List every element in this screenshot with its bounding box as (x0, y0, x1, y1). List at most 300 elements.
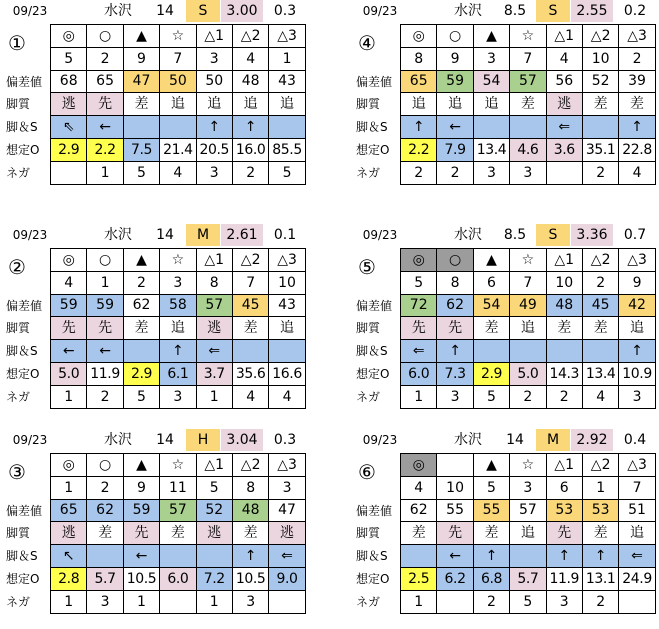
position-arrow-cell: ⇐ (196, 340, 232, 363)
running-style-cell: 追 (269, 93, 305, 116)
race-grade: M (536, 429, 570, 451)
row-hensa (401, 70, 656, 93)
horse-number-cell: 9 (437, 47, 473, 70)
race-rating: 2.92 (571, 429, 613, 451)
panel-4 (352, 0, 656, 181)
position-arrow-cell: ← (123, 545, 159, 568)
nega-cell: 1 (51, 385, 87, 408)
horse-number-cell: 5 (51, 47, 87, 70)
race-grade: M (186, 224, 220, 246)
hensa-cell: 62 (123, 294, 159, 317)
nega-cell: 4 (160, 161, 196, 184)
race-grade: S (536, 224, 570, 246)
position-arrow-cell (401, 545, 437, 568)
hensa-cell: 52 (196, 499, 232, 522)
position-arrow-cell (510, 340, 546, 363)
horse-number-cell: 7 (160, 47, 196, 70)
horse-number-cell: 11 (160, 476, 196, 499)
race-date: 09/23 (12, 228, 48, 242)
horse-number-cell: 3 (473, 47, 509, 70)
mark-cell: △3 (619, 454, 655, 477)
label-odds: 想定O (356, 142, 390, 157)
running-style-cell: 差 (160, 522, 196, 545)
hensa-cell: 59 (437, 70, 473, 93)
label-nega: ネガ (6, 165, 31, 180)
panel-number: ⑤ (358, 255, 376, 279)
row-arrow (51, 340, 306, 363)
nega-cell (437, 590, 473, 613)
running-style-cell: 追 (160, 317, 196, 340)
position-arrow-cell (196, 545, 232, 568)
row-odds (51, 362, 306, 385)
odds-cell: 3.6 (546, 138, 582, 161)
horse-number-cell: 1 (51, 476, 87, 499)
hensa-cell: 68 (51, 70, 87, 93)
odds-cell: 35.1 (582, 138, 618, 161)
nega-cell: 3 (437, 385, 473, 408)
odds-cell: 3.7 (196, 362, 232, 385)
row-labels (6, 249, 48, 409)
position-arrow-cell (510, 116, 546, 139)
mark-cell: △2 (582, 249, 618, 272)
label-spacer (6, 25, 48, 48)
horse-number-cell: 10 (546, 271, 582, 294)
nega-cell (51, 161, 87, 184)
row-hensa (51, 294, 306, 317)
label-nega: ネガ (6, 389, 31, 404)
panel-number: ② (8, 255, 26, 279)
row-marks (51, 454, 306, 477)
label-nega: ネガ (356, 594, 381, 609)
label-hensa: 偏差値 (356, 298, 393, 313)
position-arrow-cell (87, 545, 123, 568)
position-arrow-cell: ⇐ (619, 545, 655, 568)
running-style-cell: 追 (473, 93, 509, 116)
mark-cell: △2 (232, 25, 268, 48)
mark-cell: ▲ (473, 454, 509, 477)
row-odds (401, 567, 656, 590)
horse-number-cell: 7 (510, 271, 546, 294)
mark-cell: ☆ (160, 454, 196, 477)
row-nega (51, 161, 306, 184)
running-style-cell: 先 (546, 522, 582, 545)
race-date: 09/23 (12, 4, 48, 18)
nega-cell: 1 (123, 590, 159, 613)
race-extra-value: 0.1 (273, 227, 297, 243)
horse-number-cell: 8 (232, 476, 268, 499)
row-odds (401, 138, 656, 161)
position-arrow-cell (160, 545, 196, 568)
position-arrow-cell: ← (51, 340, 87, 363)
running-style-cell: 追 (401, 93, 437, 116)
running-style-cell: 差 (232, 522, 268, 545)
odds-cell: 10.9 (619, 362, 655, 385)
running-style-cell: 差 (619, 93, 655, 116)
position-arrow-cell (582, 340, 618, 363)
nega-cell: 4 (582, 385, 618, 408)
horse-number-cell: 2 (87, 476, 123, 499)
odds-cell: 10.5 (123, 567, 159, 590)
row-style (51, 93, 306, 116)
hensa-cell: 56 (546, 70, 582, 93)
horse-number-cell: 3 (196, 47, 232, 70)
hensa-cell: 62 (401, 499, 437, 522)
odds-cell: 16.6 (269, 362, 305, 385)
odds-cell: 22.8 (619, 138, 655, 161)
position-arrow-cell: ⇐ (401, 340, 437, 363)
mark-cell: △3 (619, 25, 655, 48)
label-nega: ネガ (356, 389, 381, 404)
horse-number-cell: 6 (473, 271, 509, 294)
odds-cell: 13.1 (582, 567, 618, 590)
horse-number-cell: 2 (87, 47, 123, 70)
mark-cell: ◎ (51, 454, 87, 477)
hensa-cell: 52 (582, 70, 618, 93)
nega-cell: 2 (546, 385, 582, 408)
row-hensa (401, 294, 656, 317)
nega-cell: 1 (401, 590, 437, 613)
running-style-cell: 逃 (51, 93, 87, 116)
running-style-cell: 逃 (51, 522, 87, 545)
race-grade: H (186, 429, 220, 451)
row-odds (51, 567, 306, 590)
label-hensa: 偏差値 (356, 503, 393, 518)
nega-cell: 2 (87, 385, 123, 408)
odds-cell: 6.2 (437, 567, 473, 590)
row-style (51, 522, 306, 545)
horse-number-cell: 2 (123, 271, 159, 294)
mark-cell: ◎ (401, 249, 437, 272)
position-arrow-cell (269, 340, 305, 363)
mark-cell: ▲ (473, 25, 509, 48)
odds-cell: 6.8 (473, 567, 509, 590)
mark-cell: △1 (196, 454, 232, 477)
row-marks (401, 25, 656, 48)
horse-number-cell: 2 (619, 47, 655, 70)
label-style: 脚質 (356, 526, 381, 541)
odds-cell: 2.9 (473, 362, 509, 385)
race-grade: S (536, 0, 570, 22)
odds-cell: 14.3 (546, 362, 582, 385)
odds-cell: 11.9 (87, 362, 123, 385)
panel-3 (2, 429, 306, 610)
race-venue: 水沢 (104, 3, 132, 19)
mark-cell: ◎ (401, 25, 437, 48)
hensa-cell: 50 (196, 70, 232, 93)
row-hensa (51, 499, 306, 522)
hensa-cell: 43 (269, 294, 305, 317)
running-style-cell: 先 (87, 93, 123, 116)
odds-cell: 10.5 (232, 567, 268, 590)
running-style-cell: 追 (160, 93, 196, 116)
label-spacer (356, 25, 398, 48)
horse-number-cell: 5 (401, 271, 437, 294)
race-extra-value: 0.4 (623, 432, 647, 448)
hensa-cell: 59 (87, 294, 123, 317)
nega-cell (160, 590, 196, 613)
row-horse (51, 47, 306, 70)
race-date: 09/23 (362, 228, 398, 242)
row-arrow (51, 116, 306, 139)
row-odds (401, 362, 656, 385)
nega-cell: 2 (232, 161, 268, 184)
hensa-cell: 65 (51, 499, 87, 522)
position-arrow-cell: ⇐ (269, 545, 305, 568)
odds-cell: 2.9 (51, 138, 87, 161)
panel-header (2, 224, 306, 248)
nega-cell: 5 (473, 385, 509, 408)
odds-cell: 7.3 (437, 362, 473, 385)
race-date: 09/23 (362, 4, 398, 18)
label-style: 脚質 (356, 321, 381, 336)
position-arrow-cell: ↖ (51, 545, 87, 568)
mark-cell: ☆ (510, 25, 546, 48)
race-extra-value: 0.7 (623, 227, 647, 243)
hensa-cell: 54 (473, 70, 509, 93)
label-arrow: 脚＆S (6, 344, 38, 359)
horse-number-cell: 10 (437, 476, 473, 499)
running-style-cell: 追 (269, 317, 305, 340)
horse-number-cell: 7 (232, 271, 268, 294)
position-arrow-cell: ↑ (546, 545, 582, 568)
label-hensa: 偏差値 (356, 74, 393, 89)
label-spacer (356, 454, 398, 477)
position-arrow-cell (510, 545, 546, 568)
row-style (401, 522, 656, 545)
odds-cell: 5.7 (510, 567, 546, 590)
odds-cell: 13.4 (582, 362, 618, 385)
position-arrow-cell: ↑ (473, 545, 509, 568)
horse-number-cell: 4 (51, 271, 87, 294)
nega-cell: 4 (269, 385, 305, 408)
horse-number-cell: 5 (473, 476, 509, 499)
odds-cell: 2.9 (123, 362, 159, 385)
nega-cell: 3 (546, 590, 582, 613)
mark-cell: ▲ (123, 249, 159, 272)
race-distance: 14 (506, 432, 524, 448)
panel-header (352, 429, 656, 453)
label-spacer (6, 249, 48, 272)
horse-number-cell: 5 (196, 476, 232, 499)
hensa-cell: 65 (401, 70, 437, 93)
horse-number-cell: 3 (269, 476, 305, 499)
running-style-cell: 逃 (196, 522, 232, 545)
nega-cell: 3 (87, 590, 123, 613)
position-arrow-cell: ⇖ (51, 116, 87, 139)
nega-cell: 1 (196, 590, 232, 613)
panel-6 (352, 429, 656, 610)
row-labels (6, 454, 48, 614)
nega-cell: 4 (232, 385, 268, 408)
hensa-cell: 62 (437, 294, 473, 317)
row-nega (401, 385, 656, 408)
horse-number-cell: 3 (510, 476, 546, 499)
hensa-cell: 65 (87, 70, 123, 93)
nega-cell: 1 (51, 590, 87, 613)
hensa-cell: 48 (546, 294, 582, 317)
row-horse (401, 47, 656, 70)
race-venue: 水沢 (454, 3, 482, 19)
race-distance: 14 (156, 3, 174, 19)
race-rating: 3.04 (221, 429, 263, 451)
odds-cell: 21.4 (160, 138, 196, 161)
row-arrow (401, 545, 656, 568)
position-arrow-cell: ↑ (437, 340, 473, 363)
running-style-cell: 先 (437, 522, 473, 545)
row-hensa (51, 70, 306, 93)
position-arrow-cell (123, 116, 159, 139)
row-arrow (51, 545, 306, 568)
panel-number: ③ (8, 460, 26, 484)
horse-number-cell: 1 (87, 271, 123, 294)
panel-2 (2, 224, 306, 405)
prediction-table (400, 24, 656, 185)
race-grade: S (186, 0, 220, 22)
mark-cell (437, 454, 473, 477)
horse-number-cell: 8 (196, 271, 232, 294)
label-arrow: 脚＆S (356, 120, 388, 135)
mark-cell: ○ (87, 25, 123, 48)
label-nega: ネガ (6, 594, 31, 609)
label-style: 脚質 (356, 97, 381, 112)
mark-cell: ▲ (123, 454, 159, 477)
horse-number-cell: 2 (582, 271, 618, 294)
horse-number-cell: 7 (619, 476, 655, 499)
nega-cell: 5 (510, 590, 546, 613)
row-style (401, 317, 656, 340)
odds-cell: 2.8 (51, 567, 87, 590)
hensa-cell: 57 (160, 499, 196, 522)
nega-cell: 5 (123, 385, 159, 408)
hensa-cell: 39 (619, 70, 655, 93)
mark-cell: ○ (87, 454, 123, 477)
odds-cell: 16.0 (232, 138, 268, 161)
panel-number: ⑥ (358, 460, 376, 484)
hensa-cell: 53 (582, 499, 618, 522)
nega-cell (619, 590, 655, 613)
hensa-cell: 49 (510, 294, 546, 317)
race-distance: 14 (156, 432, 174, 448)
nega-cell: 2 (510, 385, 546, 408)
row-style (51, 317, 306, 340)
race-rating: 2.61 (221, 224, 263, 246)
nega-cell (546, 161, 582, 184)
position-arrow-cell (546, 340, 582, 363)
hensa-cell: 58 (160, 294, 196, 317)
odds-cell: 9.0 (269, 567, 305, 590)
nega-cell: 3 (619, 385, 655, 408)
nega-cell: 3 (196, 161, 232, 184)
nega-cell: 2 (582, 161, 618, 184)
nega-cell: 2 (473, 590, 509, 613)
prediction-table (50, 24, 306, 185)
label-arrow: 脚＆S (6, 120, 38, 135)
mark-cell: ◎ (51, 249, 87, 272)
panel-header (352, 224, 656, 248)
position-arrow-cell: ↑ (582, 545, 618, 568)
panel-number: ④ (358, 31, 376, 55)
label-odds: 想定O (6, 571, 40, 586)
mark-cell: △1 (546, 454, 582, 477)
mark-cell: ▲ (123, 25, 159, 48)
label-spacer (6, 272, 48, 295)
position-arrow-cell (123, 340, 159, 363)
label-spacer (356, 272, 398, 295)
row-horse (51, 476, 306, 499)
label-nega: ネガ (356, 165, 381, 180)
nega-cell: 2 (401, 161, 437, 184)
running-style-cell: 追 (232, 93, 268, 116)
row-marks (401, 249, 656, 272)
hensa-cell: 57 (510, 499, 546, 522)
race-rating: 2.55 (571, 0, 613, 22)
running-style-cell: 逃 (196, 317, 232, 340)
odds-cell: 7.2 (196, 567, 232, 590)
mark-cell: △2 (232, 249, 268, 272)
running-style-cell: 先 (123, 522, 159, 545)
mark-cell: △1 (546, 25, 582, 48)
hensa-cell: 54 (473, 294, 509, 317)
mark-cell: △3 (269, 25, 305, 48)
race-extra-value: 0.3 (273, 3, 297, 19)
row-nega (401, 590, 656, 613)
race-distance: 8.5 (503, 3, 527, 19)
label-spacer (6, 454, 48, 477)
mark-cell: ☆ (160, 249, 196, 272)
position-arrow-cell: ← (437, 116, 473, 139)
hensa-cell: 59 (123, 499, 159, 522)
race-rating: 3.36 (571, 224, 613, 246)
row-horse (401, 476, 656, 499)
label-arrow: 脚＆S (356, 549, 388, 564)
mark-cell: ☆ (510, 454, 546, 477)
hensa-cell: 72 (401, 294, 437, 317)
row-marks (51, 25, 306, 48)
label-arrow: 脚＆S (356, 344, 388, 359)
row-odds (51, 138, 306, 161)
row-marks (51, 249, 306, 272)
nega-cell: 1 (196, 385, 232, 408)
mark-cell: ○ (437, 25, 473, 48)
running-style-cell: 追 (510, 522, 546, 545)
race-extra-value: 0.2 (623, 3, 647, 19)
odds-cell: 2.2 (401, 138, 437, 161)
mark-cell: △3 (269, 454, 305, 477)
horse-number-cell: 6 (546, 476, 582, 499)
mark-cell: ◎ (401, 454, 437, 477)
running-style-cell: 差 (582, 317, 618, 340)
running-style-cell: 追 (510, 317, 546, 340)
nega-cell: 3 (473, 161, 509, 184)
race-rating: 3.00 (221, 0, 263, 22)
row-horse (401, 271, 656, 294)
horse-number-cell: 7 (510, 47, 546, 70)
row-labels (356, 454, 398, 614)
label-style: 脚質 (6, 321, 31, 336)
position-arrow-cell: ↑ (401, 116, 437, 139)
label-style: 脚質 (6, 526, 31, 541)
odds-cell: 2.5 (401, 567, 437, 590)
running-style-cell: 先 (437, 317, 473, 340)
horse-number-cell: 9 (619, 271, 655, 294)
nega-cell: 5 (269, 161, 305, 184)
label-spacer (356, 249, 398, 272)
position-arrow-cell: ↑ (619, 116, 655, 139)
race-venue: 水沢 (104, 432, 132, 448)
horse-number-cell: 4 (232, 47, 268, 70)
position-arrow-cell: ← (87, 116, 123, 139)
hensa-cell: 48 (232, 499, 268, 522)
